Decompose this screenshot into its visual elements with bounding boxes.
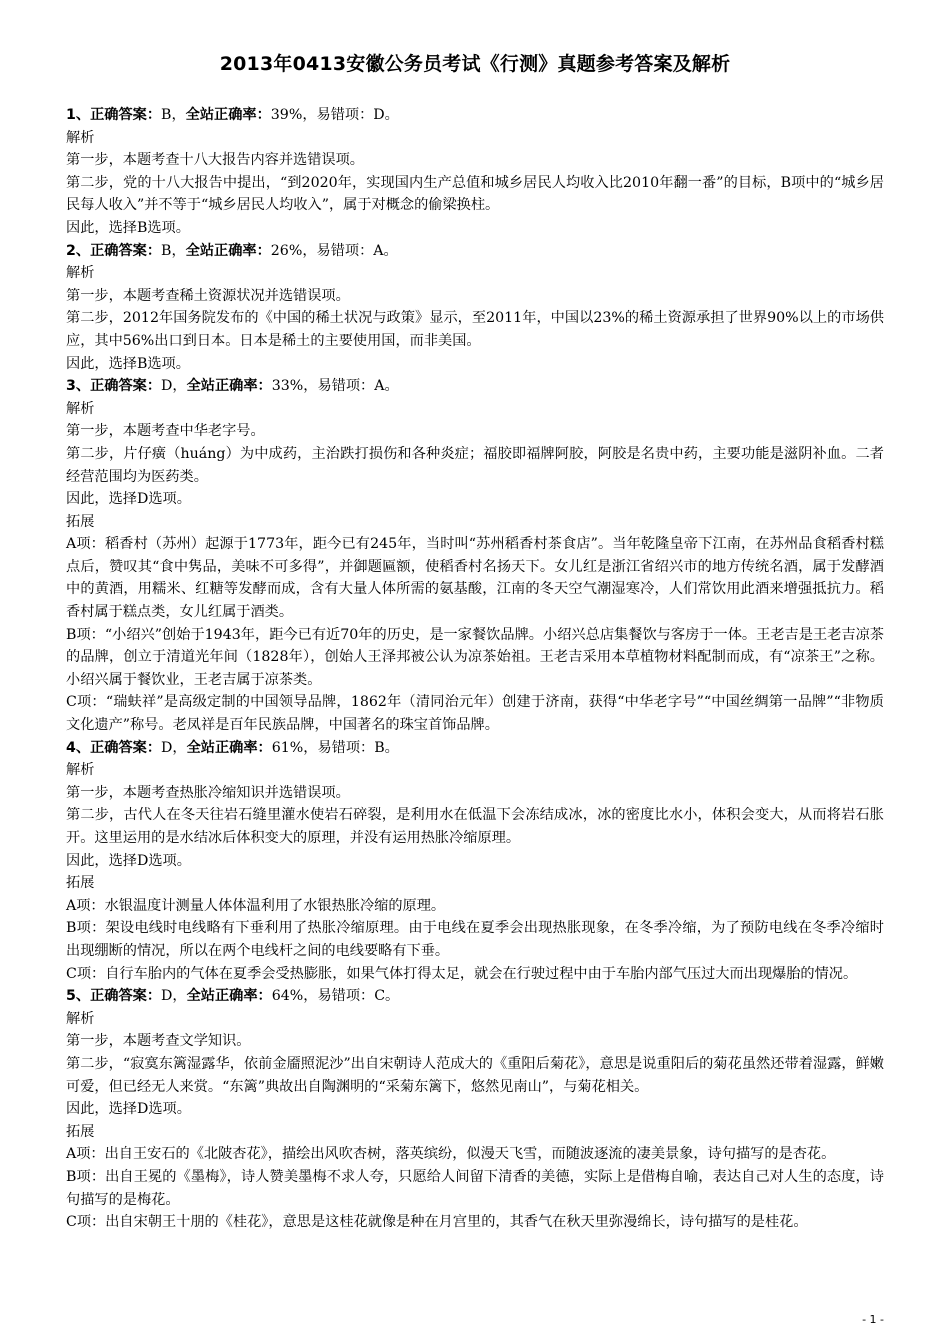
- paragraph-line: 拓展: [66, 513, 95, 530]
- accuracy-label: 全站正确率：: [186, 988, 272, 1005]
- answer-label: 正确答案：: [90, 739, 162, 756]
- answer-label: 正确答案：: [90, 242, 162, 259]
- paragraph-line: 第二步，2012年国务院发布的《中国的稀土状况与政策》显示，至2011年，中国以23%的稀土资源承担了世界90%以上的市场供应，其中56%出口到日本。日本是稀土的主要使用国，而非美国。: [66, 310, 884, 349]
- paragraph-line: 第二步，党的十八大报告中提出，“到2020年，实现国内生产总值和城乡居民人均收入比2010年翻一番”的目标，B项中的“城乡居民每人收入”并不等于“城乡居民人均收入”，属于对概念的偷梁换柱。: [66, 174, 884, 214]
- paragraph-line: C项：出自宋朝王十朋的《桂花》，意思是这桂花就像是种在月宫里的，其香气在秋天里弥漫绵长，诗句描写的是桂花。: [66, 1214, 808, 1231]
- paragraph-line: 第一步，本题考查稀土资源状况并选错误项。: [66, 287, 350, 304]
- question-header: [66, 104, 884, 127]
- answer-label: 正确答案：: [90, 378, 162, 395]
- paragraph-line: 第二步，片仔癀（huáng）为中成药，主治跌打损伤和各种炎症；福胶即福牌阿胶，阿胶是名贵中药，主要功能是滋阴补血。二者经营范围均为医药类。: [66, 445, 884, 485]
- paragraph-line: 因此，选择B选项。: [66, 355, 190, 372]
- paragraph-line: 解析: [66, 762, 95, 779]
- paragraph-line: 解析: [66, 1010, 95, 1027]
- paragraph-line: 第一步，本题考查中华老字号。: [66, 423, 265, 440]
- paragraph-line: C项：“瑞蚨祥”是高级定制的中国领导品牌，1862年（清同治元年）创建于济南，获得“中华老字号”“中国丝绸第一品牌”“非物质文化遗产”称号。老凤祥是百年民族品牌，中国著名的珠宝首饰品牌。: [66, 694, 884, 734]
- accuracy-value: 61%，易错项：B。: [271, 739, 399, 756]
- answer-label: 正确答案：: [90, 988, 162, 1005]
- document-title: 2013年0413安徽公务员考试《行测》真题参考答案及解析: [219, 53, 731, 75]
- accuracy-label: 全站正确率：: [185, 242, 271, 259]
- paragraph-line: 第一步，本题考查文学知识。: [66, 1033, 251, 1050]
- paragraph-line: 第二步，古代人在冬天往岩石缝里灌水使岩石碎裂，是利用水在低温下会冻结成冰，冰的密度比水小，体积会变大，从而将岩石胀开。这里运用的是水结冰后体积变大的原理，并没有运用热胀冷缩原理。: [66, 807, 884, 846]
- question-block: [66, 104, 884, 240]
- answer-value: B，: [161, 242, 186, 259]
- document-body: [66, 104, 884, 1234]
- question-number: 1、: [66, 107, 91, 123]
- question-header: [66, 737, 884, 760]
- paragraph-line: 解析: [66, 265, 95, 282]
- question-block: [66, 737, 884, 986]
- question-number: 4、: [66, 739, 91, 756]
- question-number: 2、: [66, 242, 91, 259]
- paragraph-line: 因此，选择D选项。: [66, 491, 191, 508]
- paragraph-line: 因此，选择B选项。: [66, 219, 190, 236]
- paragraph-line: A项：稻香村（苏州）起源于1773年，距今已有245年，当时叫“苏州稻香村茶食店”。当年乾隆皇帝下江南，在苏州品食稻香村糕点后，赞叹其“食中隽品，美味不可多得”，并御题匾额，使稻香村名扬天下。女儿红是浙江省绍兴市的地方传统名酒，属于发酵酒中的黄酒，用糯米、红糖等发酵而成，含有大量人体所需的氨基酸，江南的冬天空气潮湿寒冷，人们常饮用此酒来增强抵抗力。稻香村属于糕点类，女儿红属于酒类。: [66, 536, 884, 621]
- paragraph-line: B项：出自王冕的《墨梅》，诗人赞美墨梅不求人夸，只愿给人间留下清香的美德，实际上是借梅自喻，表达自己对人生的态度，诗句描写的是梅花。: [66, 1168, 884, 1208]
- accuracy-value: 33%，易错项：A。: [271, 378, 399, 395]
- answer-value: D，: [161, 378, 187, 395]
- question-header: [66, 985, 884, 1008]
- paragraph-line: 解析: [66, 129, 95, 146]
- question-block: [66, 375, 884, 737]
- paragraph-line: 解析: [66, 400, 95, 417]
- paragraph-line: 第一步，本题考查热胀冷缩知识并选错误项。: [66, 784, 350, 801]
- paragraph-line: 第二步，“寂寞东篱湿露华，依前金靥照泥沙”出自宋朝诗人范成大的《重阳后菊花》，意思是说重阳后的菊花虽然还带着湿露，鲜嫩可爱，但已经无人来赏。“东篱”典故出自陶渊明的“采菊东篱下，悠然见南山”，与菊花相关。: [66, 1055, 884, 1095]
- paragraph-line: A项：水银温度计测量人体体温利用了水银热胀冷缩的原理。: [66, 897, 446, 914]
- paragraph-line: C项：自行车胎内的气体在夏季会受热膨胀，如果气体打得太足，就会在行驶过程中由于车胎内部气压过大而出现爆胎的情况。: [66, 965, 858, 982]
- accuracy-label: 全站正确率：: [186, 378, 272, 395]
- accuracy-value: 39%，易错项：D。: [270, 107, 399, 123]
- question-header: [66, 240, 884, 263]
- paragraph-line: 因此，选择D选项。: [66, 1101, 191, 1118]
- answer-value: B，: [161, 107, 186, 123]
- paragraph-line: B项：架设电线时电线略有下垂利用了热胀冷缩原理。由于电线在夏季会出现热胀现象，在冬季冷缩，为了预防电线在冬季冷缩时出现绷断的情况，所以在两个电线杆之间的电线要略有下垂。: [66, 920, 884, 959]
- question-header: [66, 375, 884, 398]
- accuracy-label: 全站正确率：: [185, 107, 271, 123]
- paragraph-line: 拓展: [66, 875, 95, 892]
- answer-label: 正确答案：: [90, 107, 162, 123]
- question-number: 3、: [66, 378, 91, 395]
- accuracy-value: 26%，易错项：A。: [270, 242, 398, 259]
- accuracy-value: 64%，易错项：C。: [271, 988, 400, 1005]
- question-block: [66, 240, 884, 376]
- question-number: 5、: [66, 988, 91, 1005]
- document-page: [66, 50, 884, 1234]
- question-block: [66, 985, 884, 1234]
- answer-value: D，: [161, 988, 187, 1005]
- paragraph-line: B项：“小绍兴”创始于1943年，距今已有近70年的历史，是一家餐饮品牌。小绍兴总店集餐饮与客房于一体。王老吉是王老吉凉茶的品牌，创立于清道光年间（1828年），创始人王泽邦被公认为凉茶始祖。王老吉采用本草植物材料配制而成，有“凉茶王”之称。小绍兴属于餐饮业，王老吉属于凉茶类。: [66, 626, 884, 688]
- page-number: - 1 -: [862, 1313, 884, 1326]
- paragraph-line: A项：出自王安石的《北陂杏花》，描绘出风吹杏树，落英缤纷，似漫天飞雪，而随波逐流的凄美景象，诗句描写的是杏花。: [66, 1146, 836, 1163]
- answer-value: D，: [161, 739, 187, 756]
- paragraph-line: 因此，选择D选项。: [66, 852, 191, 869]
- accuracy-label: 全站正确率：: [186, 739, 272, 756]
- paragraph-line: 第一步，本题考查十八大报告内容并选错误项。: [66, 152, 364, 169]
- paragraph-line: 拓展: [66, 1123, 95, 1140]
